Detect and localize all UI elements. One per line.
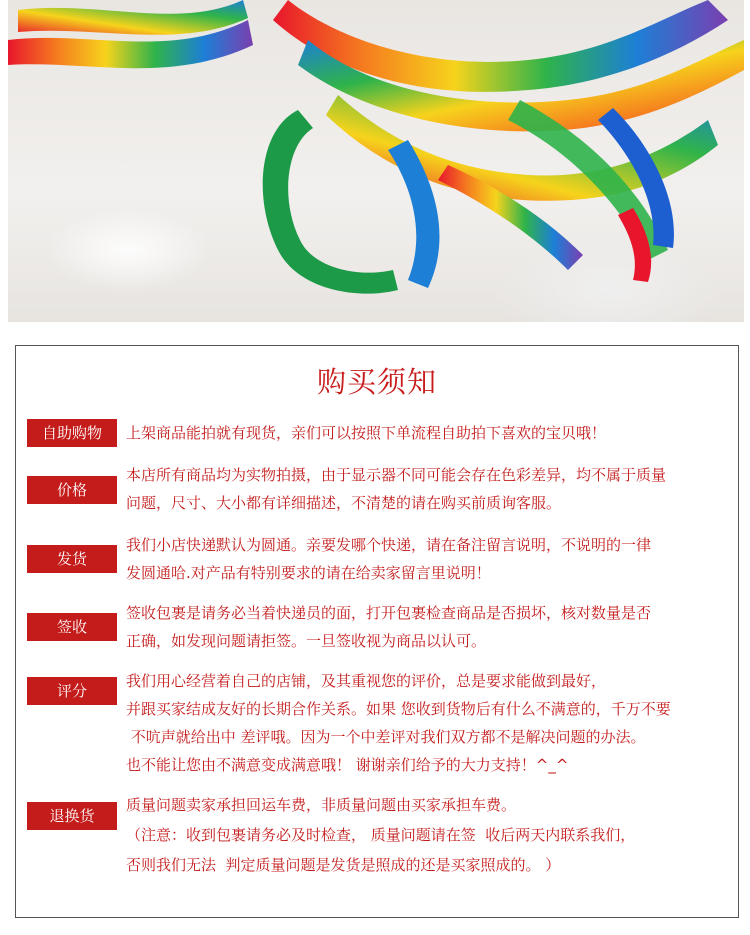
tag-self-service: 自助购物 (27, 419, 117, 447)
section-text-return-exchange (126, 790, 736, 880)
text-line: 发圆通哈.对产品有特别要求的请在给卖家留言里说明！ (126, 564, 491, 582)
notice-title: 购买须知 (316, 365, 437, 399)
section-text-rating (126, 667, 736, 779)
section-text-receipt (126, 599, 736, 655)
text-line: 我们小店快递默认为圆通。亲要发哪个快递，请在备注留言说明，不说明的一律 (126, 536, 652, 554)
text-line: 并跟买家结成友好的长期合作关系。如果 您收到货物后有什么不满意的，千万不要 (126, 700, 671, 718)
product-photo (8, 0, 744, 322)
section-text-price (126, 461, 736, 517)
text-line: 问题，尺寸、大小都有详细描述，不清楚的请在购买前质询客服。 (126, 494, 562, 512)
tag-return-exchange: 退换货 (27, 802, 117, 830)
purchase-notice-panel (15, 345, 739, 918)
tag-price: 价格 (27, 476, 117, 504)
tag-rating: 评分 (27, 677, 117, 705)
text-line: 签收包裹是请务必当着快递员的面，打开包裹检查商品是否损坏，核对数量是否 (126, 604, 652, 622)
text-line: 正确，如发现问题请拒签。一旦签收视为商品以认可。 (126, 632, 487, 650)
text-line: （注意：收到包裹请务必及时检查， 质量问题请在签 收后两天内联系我们， (126, 826, 636, 844)
tag-shipping: 发货 (27, 545, 117, 573)
text-line: 也不能让您由不满意变成满意哦！ 谢谢亲们给予的大力支持！^_^ (126, 756, 569, 774)
text-line: 不吭声就给出中 差评哦。因为一个中差评对我们双方都不是解决问题的办法。 (126, 728, 646, 746)
section-text-self-service (126, 419, 736, 447)
tag-receipt: 签收 (27, 613, 117, 641)
text-line: 质量问题卖家承担回运车费，非质量问题由买家承担车费。 (126, 796, 517, 814)
text-line: 上架商品能拍就有现货，亲们可以按照下单流程自助拍下喜欢的宝贝哦！ (126, 424, 607, 442)
text-line: 否则我们无法 判定质量问题是发货是照成的还是买家照成的。 ） (126, 856, 561, 874)
rainbow-ribbon-illustration (8, 0, 744, 322)
section-text-shipping (126, 531, 736, 587)
text-line: 本店所有商品均为实物拍摄，由于显示器不同可能会存在色彩差异，均不属于质量 (126, 466, 667, 484)
text-line: 我们用心经营着自己的店铺，及其重视您的评价，总是要求能做到最好， (126, 672, 607, 690)
